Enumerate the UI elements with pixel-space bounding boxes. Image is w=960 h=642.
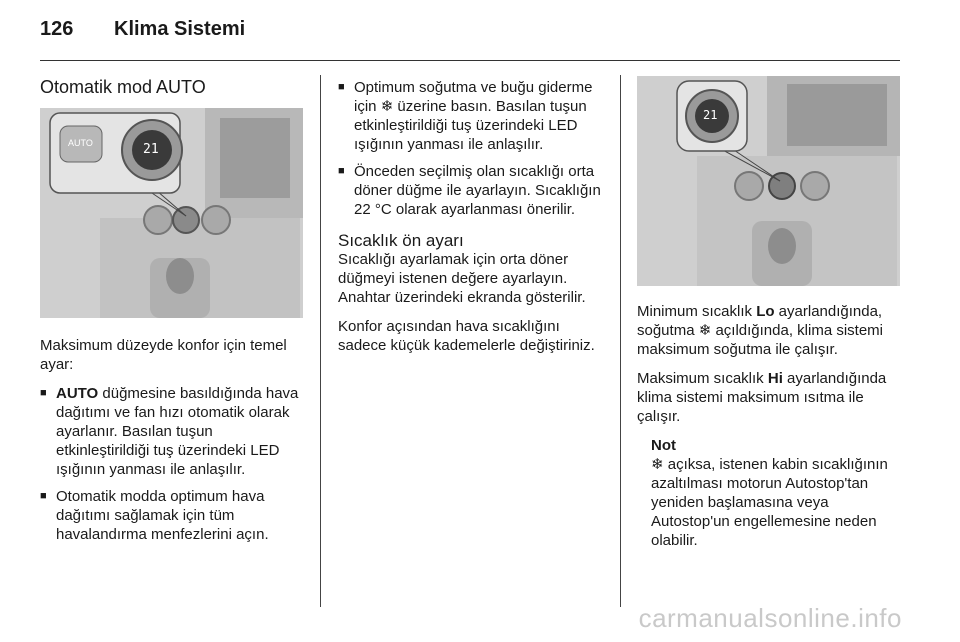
header-rule [40, 60, 900, 61]
list-item: ■ AUTO düğmesine basıldığında hava dağıtımı ve fan hızı otomatik olarak ayarlanır. Basılan tuşun etkinleştirildiği tuş üzerindeki LED ışığının yanması ile anlaşılır. [40, 384, 308, 479]
section-heading: Otomatik mod AUTO [40, 77, 206, 97]
bullet-list-1 [40, 384, 308, 544]
subsection-heading: Sıcaklık ön ayarı [338, 231, 464, 250]
intro-paragraph: Maksimum düzeyde konfor için temel ayar: [40, 337, 287, 373]
bold-term: AUTO [56, 385, 99, 402]
snowflake-icon: ❄ [380, 98, 394, 115]
page-header [40, 18, 245, 41]
list-item: ■ Optimum soğutma ve buğu giderme için ❄ üzerine basın. Basılan tuşun etkinleştirildiği tuş üzerindeki LED ışığının yanması ile anlaşılır. [338, 78, 606, 154]
note-title: Not [651, 437, 676, 454]
temperature-display: 21 [143, 142, 159, 157]
column-1-body [40, 336, 308, 552]
bullet-list-2 [338, 78, 606, 219]
column-2 [338, 78, 606, 365]
paragraph: Minimum sıcaklık Lo ayarlandığında, soğutma ❄ açıldığında, klima sistemi maksimum soğutma ile çalışır. [637, 303, 884, 358]
climate-control-photo-2 [637, 76, 900, 286]
temperature-display: 21 [703, 108, 718, 122]
paragraph: Maksimum sıcaklık Hi ayarlandığında klima sistemi maksimum ısıtma ile çalışır. [637, 370, 887, 425]
note-text: ❄ açıksa, istenen kabin sıcaklığının azaltılması motorun Autostop'tan yeniden başlamasına veya Autostop'un engellemesine neden olabilir. [651, 456, 888, 549]
page-number: 126 [40, 18, 74, 40]
note-box [651, 436, 905, 550]
column-3 [637, 302, 905, 550]
list-item: ■ Önceden seçilmiş olan sıcaklığı orta döner düğme ile ayarlayın. Sıcaklığın 22 °C olarak ayarlanması önerilir. [338, 162, 606, 219]
paragraph: Sıcaklığı ayarlamak için orta döner düğmeyi istenen değere ayarlayın. Anahtar üzerindeki ekranda gösterilir. [338, 251, 586, 306]
climate-control-photo-1 [40, 108, 303, 318]
climate-panel-illustration [637, 76, 900, 286]
auto-button-label: AUTO [68, 138, 93, 148]
paragraph: Konfor açısından hava sıcaklığını sadece küçük kademelerle değiştiriniz. [338, 318, 595, 354]
chapter-title: Klima Sistemi [114, 18, 246, 40]
column-divider-1 [320, 75, 321, 607]
column-divider-2 [620, 75, 621, 607]
list-item: ■ Otomatik modda optimum hava dağıtımı sağlamak için tüm havalandırma menfezlerini açın. [40, 487, 308, 544]
snowflake-icon: ❄ [651, 456, 664, 473]
snowflake-icon: ❄ [698, 322, 712, 339]
watermark: carmanualsonline.info [638, 603, 902, 633]
column-1 [40, 78, 308, 97]
